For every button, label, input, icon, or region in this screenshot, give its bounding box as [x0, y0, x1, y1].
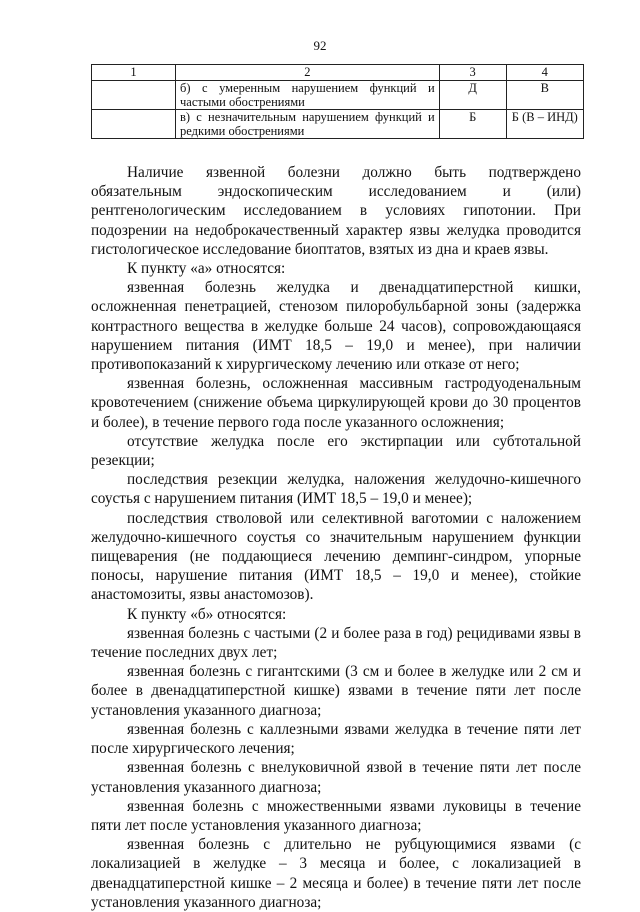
table-row [92, 110, 584, 139]
table-cell [92, 110, 176, 139]
fitness-category-table [91, 64, 584, 139]
paragraph-diagnosis-confirmation: Наличие язвенной болезни должно быть подтверждено обязательным эндоскопическим исследованием и (или) рентгенологическим исследованием в условиях гипотонии. При подозрении на недоброкачественный характер язвы желудка проводится гистологическое исследование биоптатов, взятых из дна и краев язвы. [91, 164, 581, 258]
table-cell [92, 81, 176, 110]
table-row [92, 81, 584, 110]
table-cell: в) с незначительным нарушением функций и редкими обострениями [176, 110, 440, 139]
table-header-cell: 2 [176, 65, 440, 81]
table-header-row [92, 65, 584, 81]
paragraph: язвенная болезнь с каллезными язвами желудка в течение пяти лет после хирургического лечения; [91, 720, 581, 758]
page-number: 92 [313, 38, 327, 53]
paragraph-item-a-heading: К пункту «а» относятся: [127, 260, 286, 278]
paragraph-item-b-heading: К пункту «б» относятся: [127, 605, 287, 623]
table-header-cell: 3 [439, 65, 506, 81]
table-header-cell: 1 [92, 65, 176, 81]
paragraph: последствия стволовой или селективной ваготомии с наложением желудочно-кишечного соустья со значительным нарушением функции пищеварения (не поддающиеся лечению демпинг-синдром, упорные поносы, нарушение питания (ИМТ 18,5 – 19,0 и менее), стойкие анастомозиты, язвы анастомозов). [91, 509, 581, 604]
table-cell: Б [439, 110, 506, 139]
table-header-cell: 4 [506, 65, 583, 81]
table-cell: б) с умеренным нарушением функций и частыми обострениями [176, 81, 440, 110]
table-cell: Б (В – ИНД) [506, 110, 583, 139]
paragraph: язвенная болезнь с длительно не рубцующимися язвами (с локализацией в желудке – 3 месяца и более, с локализацией в двенадцатиперстной кишке – 2 месяца и более) в течение пяти лет после установления указанного диагноза; [91, 836, 581, 911]
document-body [91, 163, 581, 912]
paragraph: язвенная болезнь с частыми (2 и более раза в год) рецидивами язвы в течение последних двух лет; [91, 624, 581, 662]
table-cell: В [506, 81, 583, 110]
paragraph: язвенная болезнь желудка и двенадцатиперстной кишки, осложненная пенетрацией, стенозом пилоробульбарной зоны (задержка контрастного вещества в желудке больше 24 часов), сопровождающаяся нарушением питания (ИМТ 18,5 – 19,0 и менее), при наличии противопоказаний к хирургическому лечению или отказе от него; [91, 279, 581, 374]
paragraph: последствия резекции желудка, наложения желудочно-кишечного соустья с нарушением питания (ИМТ 18,5 – 19,0 и менее); [91, 471, 581, 508]
paragraph: язвенная болезнь с гигантскими (3 см и более в желудке или 2 см и более в двенадцатиперстной кишке) язвами в течение пяти лет после установления указанного диагноза; [91, 663, 581, 719]
table-cell: Д [439, 81, 506, 110]
paragraph: язвенная болезнь, осложненная массивным гастродуоденальным кровотечением (снижение объема циркулирующей крови до 30 процентов и более), в течение первого года после указанного осложнения; [91, 375, 581, 431]
paragraph: язвенная болезнь с множественными язвами луковицы в течение пяти лет после установления указанного диагноза; [91, 797, 581, 834]
paragraph: язвенная болезнь с внелуковичной язвой в течение пяти лет после установления указанного диагноза; [91, 759, 581, 796]
paragraph: отсутствие желудка после его экстирпации или субтотальной резекции; [91, 432, 581, 470]
